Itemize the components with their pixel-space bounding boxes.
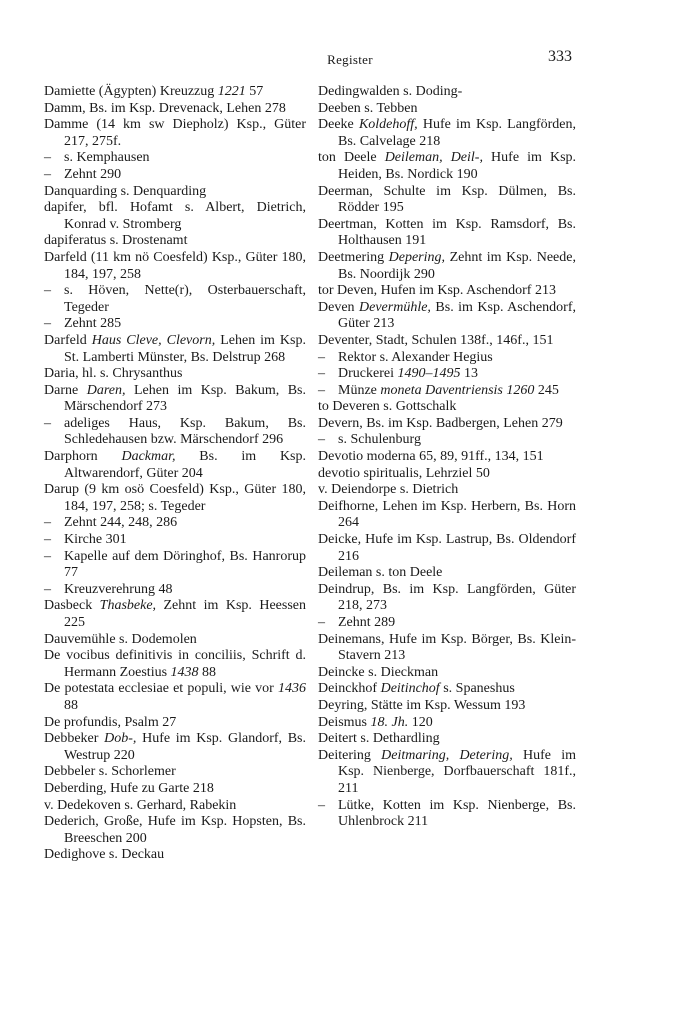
index-entry [318, 117, 576, 150]
subentry-dash: – [44, 532, 51, 548]
index-entry [318, 482, 576, 499]
entry-text: Deitering [318, 747, 382, 763]
entry-text: Dasbeck [44, 598, 100, 614]
entry-text: adeliges Haus, Ksp. Bakum, Bs. Schledehausen bzw. Märschendorf 296 [64, 415, 306, 448]
italic-variant: Koldehoff, [358, 117, 418, 133]
entry-text: Zehnt 244, 248, 286 [64, 515, 178, 531]
index-entry [44, 715, 306, 732]
entry-text: De potestata ecclesiae et populi, wie vor [44, 681, 278, 697]
entry-text: Hufe im Ksp. Heiden, Bs. Nordick 190 [338, 150, 577, 182]
entry-text: Deeke [318, 117, 359, 133]
entry-text: Lehen im Ksp. St. Lamberti Münster, Bs. Delstrup 268 [64, 332, 306, 365]
subentry-dash: – [44, 166, 51, 182]
entry-text: Deberding, Hufe zu Garte 218 [44, 780, 214, 796]
index-entry [318, 150, 576, 183]
index-entry [318, 283, 576, 300]
entry-text: Deicke, Hufe im Ksp. Lastrup, Bs. Oldendorf 216 [318, 532, 576, 564]
entry-text: Rektor s. Alexander Hegius [338, 349, 493, 365]
entry-text: Lütke, Kotten im Ksp. Nienberge, Bs. Uhlenbrock 211 [338, 797, 576, 830]
entry-text: Deindrup, Bs. im Ksp. Langförden, Güter 218, 273 [318, 581, 576, 614]
entry-text: Dedingwalden s. Doding- [318, 84, 463, 99]
entry-text: Deifhorne, Lehen im Ksp. Herbern, Bs. Horn 264 [318, 498, 576, 531]
entry-text: Debbeler s. Schorlemer [44, 764, 176, 780]
index-entry [318, 632, 576, 665]
index-entry [318, 184, 576, 217]
index-entry [318, 731, 576, 748]
entry-text: Dederich, Große, Hufe im Ksp. Hopsten, Bs. Breeschen 200 [44, 814, 306, 846]
running-head: Register [327, 52, 373, 67]
subentry-dash: – [44, 150, 51, 166]
entry-text: s. Kemphausen [64, 150, 150, 166]
italic-variant: 1490–1495 [397, 366, 461, 382]
index-entry [44, 814, 306, 847]
entry-text: 88 [64, 697, 78, 713]
entry-text: Deitert s. Dethardling [318, 731, 440, 747]
entry-text: Darne [44, 382, 87, 398]
index-entry [44, 731, 306, 764]
entry-text: dapifer, bfl. Hofamt s. Albert, Dietrich, Konrad v. Stromberg [44, 200, 306, 232]
entry-text: Devern, Bs. im Ksp. Badbergen, Lehen 279 [318, 415, 563, 431]
index-entry [318, 715, 576, 732]
entry-text: Hufe im Ksp. Glandorf, Bs. Westrup 220 [64, 731, 306, 763]
index-entry [44, 648, 306, 681]
italic-variant: Depering, [388, 249, 446, 265]
index-subentry [44, 167, 306, 184]
entry-text: Zehnt im Ksp. Heessen 225 [64, 598, 306, 630]
entry-text: Zehnt 285 [64, 316, 122, 332]
italic-variant: 1438 [170, 664, 199, 680]
entry-text: Dedighove s. Deckau [44, 847, 165, 863]
index-entry [318, 698, 576, 715]
index-subentry [318, 432, 576, 449]
entry-text: s. Schulenburg [338, 432, 421, 448]
index-subentry [318, 366, 576, 383]
entry-text: Darfeld (11 km nö Coesfeld) Ksp., Güter 180, 184, 197, 258 [44, 249, 306, 282]
italic-variant: Dackmar, [121, 449, 176, 465]
entry-text: Deinemans, Hufe im Ksp. Börger, Bs. Klein-Stavern 213 [318, 631, 576, 664]
entry-text: Bs. im Ksp. Altwarendorf, Güter 204 [64, 449, 307, 481]
index-entry [44, 366, 306, 383]
italic-variant: Haus Cleve, Clevorn, [91, 332, 216, 348]
entry-text: Damme (14 km sw Diepholz) Ksp., Güter 217, 275f. [44, 117, 306, 149]
subentry-dash: – [318, 349, 325, 365]
entry-text: 120 [408, 714, 433, 730]
index-subentry [318, 615, 576, 632]
index-subentry [44, 283, 306, 316]
index-entry [44, 84, 306, 101]
entry-text: Deismus [318, 714, 371, 730]
index-subentry [318, 798, 576, 831]
entry-text: Debbeker [44, 731, 105, 747]
index-entry [44, 383, 306, 416]
index-entry [44, 184, 306, 201]
entry-text: 13 [460, 366, 478, 382]
entry-text: De vocibus definitivis in conciliis, Schrift d. Hermann Zoestius [44, 648, 306, 680]
index-entry [318, 250, 576, 283]
italic-variant: Devermühle, [359, 299, 431, 315]
entry-text: Deventer, Stadt, Schulen 138f., 146f., 151 [318, 332, 554, 348]
entry-text: devotio spiritualis, Lehrziel 50 [318, 465, 490, 481]
italic-variant: Daren, [86, 382, 126, 398]
entry-text: Deinckhof [318, 681, 381, 697]
italic-variant: Deitmaring, Detering, [381, 747, 513, 763]
index-entry [44, 117, 306, 150]
entry-text: Lehen im Ksp. Bakum, Bs. Märschendorf 273 [64, 382, 307, 415]
index-subentry [318, 383, 576, 400]
index-entry [318, 300, 576, 333]
index-entry [44, 101, 306, 118]
index-entry [318, 416, 576, 433]
index-subentry [44, 515, 306, 532]
italic-variant: 1436 [278, 681, 306, 697]
entry-text: Deetmering [318, 249, 389, 265]
index-subentry [44, 150, 306, 167]
subentry-dash: – [318, 797, 325, 813]
index-entry [318, 217, 576, 250]
entry-text: Münze [338, 382, 381, 398]
entry-text: v. Deiendorpe s. Dietrich [318, 482, 459, 498]
entry-text: Deven [318, 299, 360, 315]
entry-text: Damm, Bs. im Ksp. Drevenack, Lehen 278 [44, 100, 286, 116]
subentry-dash: – [44, 415, 51, 431]
entry-text: Deileman s. ton Deele [318, 565, 443, 581]
subentry-dash: – [318, 382, 325, 398]
index-entry [318, 449, 576, 466]
index-entry [44, 233, 306, 250]
entry-text: Devotio moderna 65, 89, 91ff., 134, 151 [318, 449, 544, 465]
entry-text: dapiferatus s. Drostenamt [44, 233, 188, 249]
subentry-dash: – [318, 366, 325, 382]
entry-text: Deerman, Schulte im Ksp. Dülmen, Bs. Rödder 195 [318, 183, 576, 216]
entry-text: Damiette (Ägypten) Kreuzzug [44, 84, 218, 99]
index-subentry [44, 582, 306, 599]
index-entry [44, 681, 306, 714]
index-entry [44, 449, 306, 482]
entry-text: s. Höven, Nette(r), Osterbauerschaft, Tegeder [64, 283, 306, 315]
entry-text: Danquarding s. Denquarding [44, 183, 207, 199]
entry-text: 57 [245, 84, 264, 99]
subentry-dash: – [44, 283, 51, 299]
entry-text: Deyring, Stätte im Ksp. Wessum 193 [318, 697, 526, 713]
entry-text: 88 [198, 664, 217, 680]
entry-text: to Deveren s. Gottschalk [318, 399, 457, 415]
index-entry [318, 499, 576, 532]
index-entry [318, 101, 576, 118]
entry-text: Kapelle auf dem Döringhof, Bs. Hanrorup 77 [64, 548, 306, 581]
index-entry [318, 582, 576, 615]
entry-text: Deertman, Kotten im Ksp. Ramsdorf, Bs. Holthausen 191 [318, 216, 576, 249]
subentry-dash: – [318, 432, 325, 448]
entry-text: Darfeld [44, 332, 92, 348]
index-entry [318, 532, 576, 565]
subentry-dash: – [44, 581, 51, 597]
index-entry [44, 798, 306, 815]
entry-text: Hufe im Ksp. Nienberge, Dorfbauerschaft 181f., 211 [338, 747, 576, 796]
index-entry [44, 482, 306, 515]
subentry-dash: – [44, 548, 51, 564]
entry-text: Deincke s. Dieckman [318, 664, 439, 680]
index-entry [44, 781, 306, 798]
entry-text: Daria, hl. s. Chrysanthus [44, 366, 183, 382]
index-subentry [318, 350, 576, 367]
index-subentry [44, 416, 306, 449]
entry-text: Zehnt 289 [338, 615, 396, 630]
italic-variant: Thasbeke, [99, 598, 157, 614]
entry-text: Kreuzverehrung 48 [64, 581, 173, 597]
italic-variant: 18. Jh. [370, 714, 409, 730]
page-header [0, 42, 700, 72]
index-entry [318, 466, 576, 483]
page-number: 333 [548, 48, 572, 65]
italic-variant: Deileman, Deil-, [384, 150, 483, 166]
index-entry [44, 847, 306, 864]
entry-text: Darup (9 km osö Coesfeld) Ksp., Güter 180, 184, 197, 258; s. Tegeder [44, 482, 306, 514]
index-entry [318, 681, 576, 698]
entry-text: v. Dedekoven s. Gerhard, Rabekin [44, 797, 237, 813]
entry-text: tor Deven, Hufen im Ksp. Aschendorf 213 [318, 283, 556, 299]
index-entry [44, 333, 306, 366]
entry-text: Bs. im Ksp. Aschendorf, Güter 213 [338, 299, 576, 332]
index-entry [44, 598, 306, 631]
entry-text: Druckerei [338, 366, 398, 382]
index-subentry [44, 316, 306, 333]
italic-variant: Deitinchof [380, 681, 440, 697]
entry-text: De profundis, Psalm 27 [44, 714, 177, 730]
italic-variant: 1221 [217, 84, 246, 99]
index-entry [318, 665, 576, 682]
entry-text: Hufe im Ksp. Langförden, Bs. Calvelage 218 [338, 117, 576, 149]
entry-text: ton Deele [318, 150, 385, 166]
subentry-dash: – [44, 316, 51, 332]
index-entry [44, 250, 306, 283]
entry-text: Dauvemühle s. Dodemolen [44, 631, 197, 647]
index-entry [318, 333, 576, 350]
index-entry [44, 764, 306, 781]
subentry-dash: – [44, 515, 51, 531]
index-entry [318, 399, 576, 416]
index-entry [318, 565, 576, 582]
index-entry [318, 748, 576, 798]
entry-text: Darphorn [44, 449, 122, 465]
italic-variant: Dob-, [104, 731, 137, 747]
index-column-left [44, 84, 306, 864]
entry-text: Deeben s. Tebben [318, 100, 418, 116]
index-entry [318, 84, 576, 101]
index-subentry [44, 532, 306, 549]
entry-text: Zehnt 290 [64, 166, 122, 182]
index-subentry [44, 549, 306, 582]
entry-text: Kirche 301 [64, 532, 127, 548]
subentry-dash: – [318, 615, 325, 630]
index-entry [44, 632, 306, 649]
entry-text: Zehnt im Ksp. Neede, Bs. Noordijk 290 [338, 249, 576, 282]
index-column-right [318, 84, 576, 831]
index-entry [44, 200, 306, 233]
entry-text: 245 [534, 382, 559, 398]
entry-text: s. Spaneshus [439, 681, 515, 697]
italic-variant: moneta Daventriensis 1260 [380, 382, 535, 398]
